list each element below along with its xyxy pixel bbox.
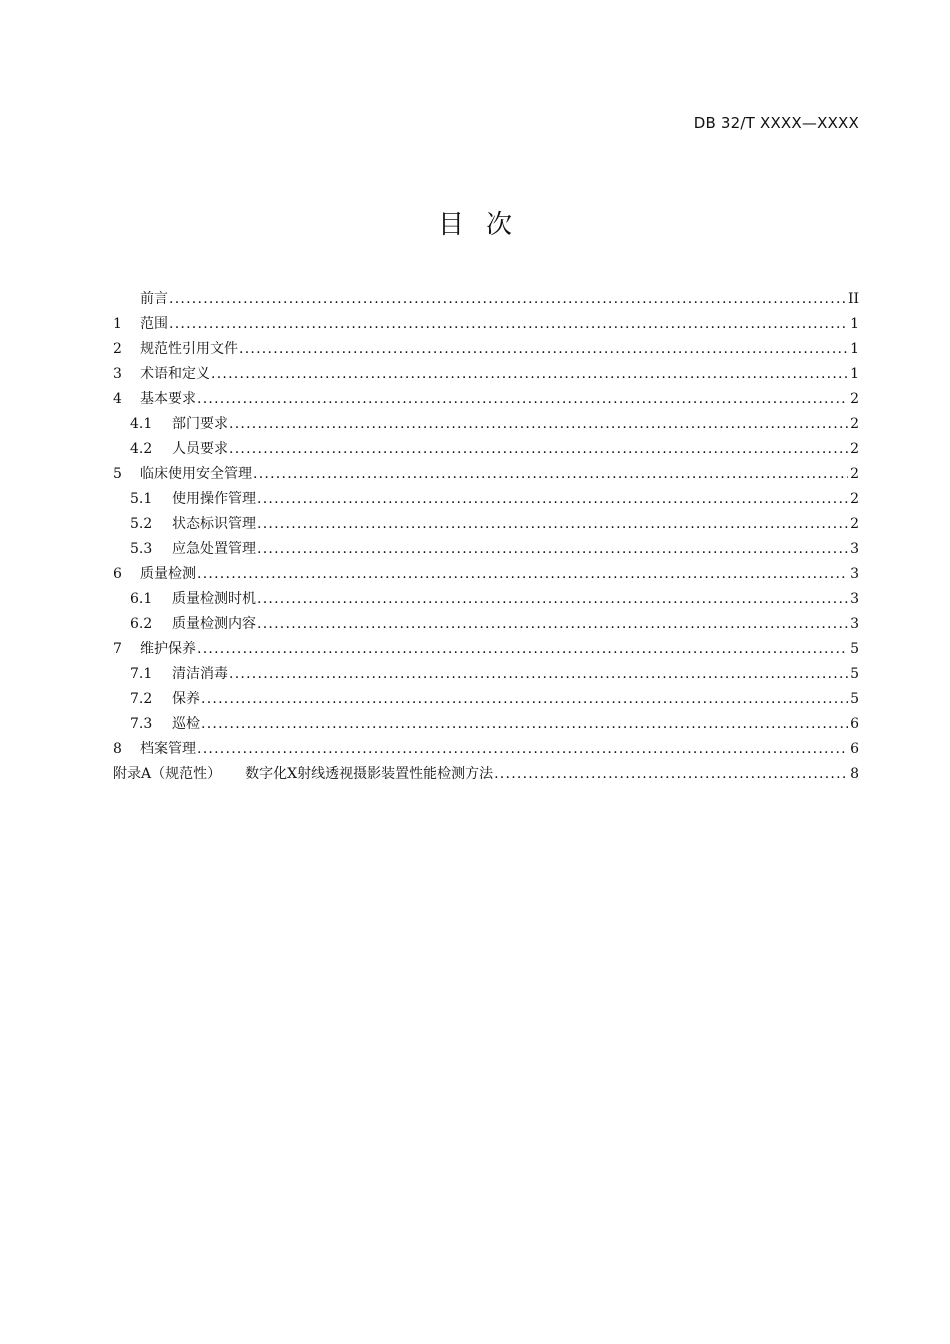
toc-entry-title: 质量检测内容	[172, 616, 256, 632]
toc-entry[interactable]	[113, 412, 859, 437]
toc-entry-page: 3	[850, 566, 859, 582]
toc-dot-leader	[201, 687, 848, 712]
document-code: DB 32/T XXXX—XXXX	[693, 114, 859, 132]
toc-entry[interactable]	[113, 562, 859, 587]
toc-entry-title: 术语和定义	[140, 366, 210, 382]
toc-entry-title: 前言	[140, 291, 168, 307]
toc-entry[interactable]	[113, 712, 859, 737]
toc-dot-leader	[229, 412, 848, 437]
toc-entry-page: 6	[850, 741, 859, 757]
toc-entry[interactable]	[113, 662, 859, 687]
toc-entry-number: 6	[113, 566, 122, 582]
toc-entry-page: 2	[850, 516, 859, 532]
toc-entry-page: 5	[850, 641, 859, 657]
toc-entry-page: 3	[850, 616, 859, 632]
toc-entry-number: 3	[113, 366, 122, 382]
toc-dot-leader	[197, 562, 848, 587]
toc-entry-title: 使用操作管理	[172, 491, 256, 507]
toc-entry[interactable]	[113, 312, 859, 337]
toc-entry-page: 3	[850, 541, 859, 557]
toc-entry[interactable]	[113, 587, 859, 612]
toc-entry-title: 规范性引用文件	[140, 341, 238, 357]
toc-dot-leader	[197, 387, 848, 412]
toc-entry-page: 6	[850, 716, 859, 732]
toc-entry[interactable]	[113, 762, 859, 787]
toc-dot-leader	[257, 612, 848, 637]
toc-entry-number: 6.2	[130, 616, 153, 632]
toc-entry-number: 4.1	[130, 416, 153, 432]
toc-entry[interactable]	[113, 437, 859, 462]
toc-entry-number: 6.1	[130, 591, 153, 607]
table-of-contents	[113, 287, 859, 787]
toc-entry-number: 7.3	[130, 716, 153, 732]
toc-entry-page: 1	[850, 316, 859, 332]
toc-entry-page: 5	[850, 666, 859, 682]
toc-dot-leader	[494, 762, 848, 787]
toc-entry-title: 维护保养	[140, 641, 196, 657]
toc-entry[interactable]	[113, 287, 859, 312]
toc-entry[interactable]	[113, 637, 859, 662]
toc-entry-title: 临床使用安全管理	[140, 466, 252, 482]
toc-dot-leader	[197, 737, 848, 762]
toc-entry-number: 8	[113, 741, 122, 757]
toc-dot-leader	[169, 312, 848, 337]
toc-entry[interactable]	[113, 537, 859, 562]
page-title-char-2: 次	[486, 210, 513, 240]
toc-entry-page: 3	[850, 591, 859, 607]
toc-dot-leader	[257, 537, 848, 562]
toc-entry[interactable]	[113, 487, 859, 512]
toc-entry-title: 应急处置管理	[172, 541, 256, 557]
toc-dot-leader	[239, 337, 848, 362]
toc-entry-page: 2	[850, 491, 859, 507]
toc-entry-page: 2	[850, 466, 859, 482]
toc-entry[interactable]	[113, 362, 859, 387]
toc-entry[interactable]	[113, 737, 859, 762]
toc-dot-leader	[229, 437, 848, 462]
toc-entry[interactable]	[113, 687, 859, 712]
toc-entry-number: 4.2	[130, 441, 153, 457]
toc-entry-number: 附录A（规范性）	[113, 766, 222, 782]
toc-entry-number: 7	[113, 641, 122, 657]
toc-entry-number: 7.1	[130, 666, 153, 682]
toc-entry-number: 5.1	[130, 491, 153, 507]
toc-dot-leader	[211, 362, 848, 387]
toc-entry[interactable]	[113, 462, 859, 487]
toc-entry-number: 2	[113, 341, 122, 357]
page-title-char-1: 目	[437, 210, 464, 240]
toc-entry-title: 人员要求	[172, 441, 228, 457]
toc-entry-number: 5.3	[130, 541, 153, 557]
toc-entry-number: 7.2	[130, 691, 153, 707]
toc-entry-title: 范围	[140, 316, 168, 332]
toc-entry-title: 基本要求	[140, 391, 196, 407]
toc-dot-leader	[253, 462, 848, 487]
toc-entry-page: 2	[850, 391, 859, 407]
toc-entry-page: 5	[850, 691, 859, 707]
toc-dot-leader	[201, 712, 848, 737]
toc-entry-number: 5	[113, 466, 122, 482]
toc-entry-title: 保养	[172, 691, 200, 707]
toc-entry-title: 清洁消毒	[172, 666, 228, 682]
toc-dot-leader	[257, 587, 848, 612]
toc-entry-page: 2	[850, 441, 859, 457]
toc-dot-leader	[257, 512, 848, 537]
toc-entry-page: II	[847, 291, 859, 307]
toc-dot-leader	[229, 662, 848, 687]
page-title	[0, 204, 950, 241]
toc-entry-number: 5.2	[130, 516, 153, 532]
toc-entry-number: 1	[113, 316, 122, 332]
toc-entry-page: 1	[850, 366, 859, 382]
toc-entry-number: 4	[113, 391, 122, 407]
toc-entry-page: 8	[850, 766, 859, 782]
toc-entry-title: 部门要求	[172, 416, 228, 432]
toc-entry[interactable]	[113, 337, 859, 362]
toc-entry[interactable]	[113, 512, 859, 537]
toc-dot-leader	[257, 487, 848, 512]
toc-dot-leader	[169, 287, 846, 312]
toc-entry-title: 档案管理	[140, 741, 196, 757]
toc-entry-title: 巡检	[172, 716, 200, 732]
toc-entry-page: 1	[850, 341, 859, 357]
toc-entry-title: 质量检测时机	[172, 591, 256, 607]
toc-entry-page: 2	[850, 416, 859, 432]
toc-entry[interactable]	[113, 612, 859, 637]
toc-dot-leader	[197, 637, 848, 662]
toc-entry-title: 状态标识管理	[172, 516, 256, 532]
toc-entry-title: 质量检测	[140, 566, 196, 582]
toc-entry-title: 数字化X射线透视摄影装置性能检测方法	[245, 766, 494, 782]
toc-entry[interactable]	[113, 387, 859, 412]
